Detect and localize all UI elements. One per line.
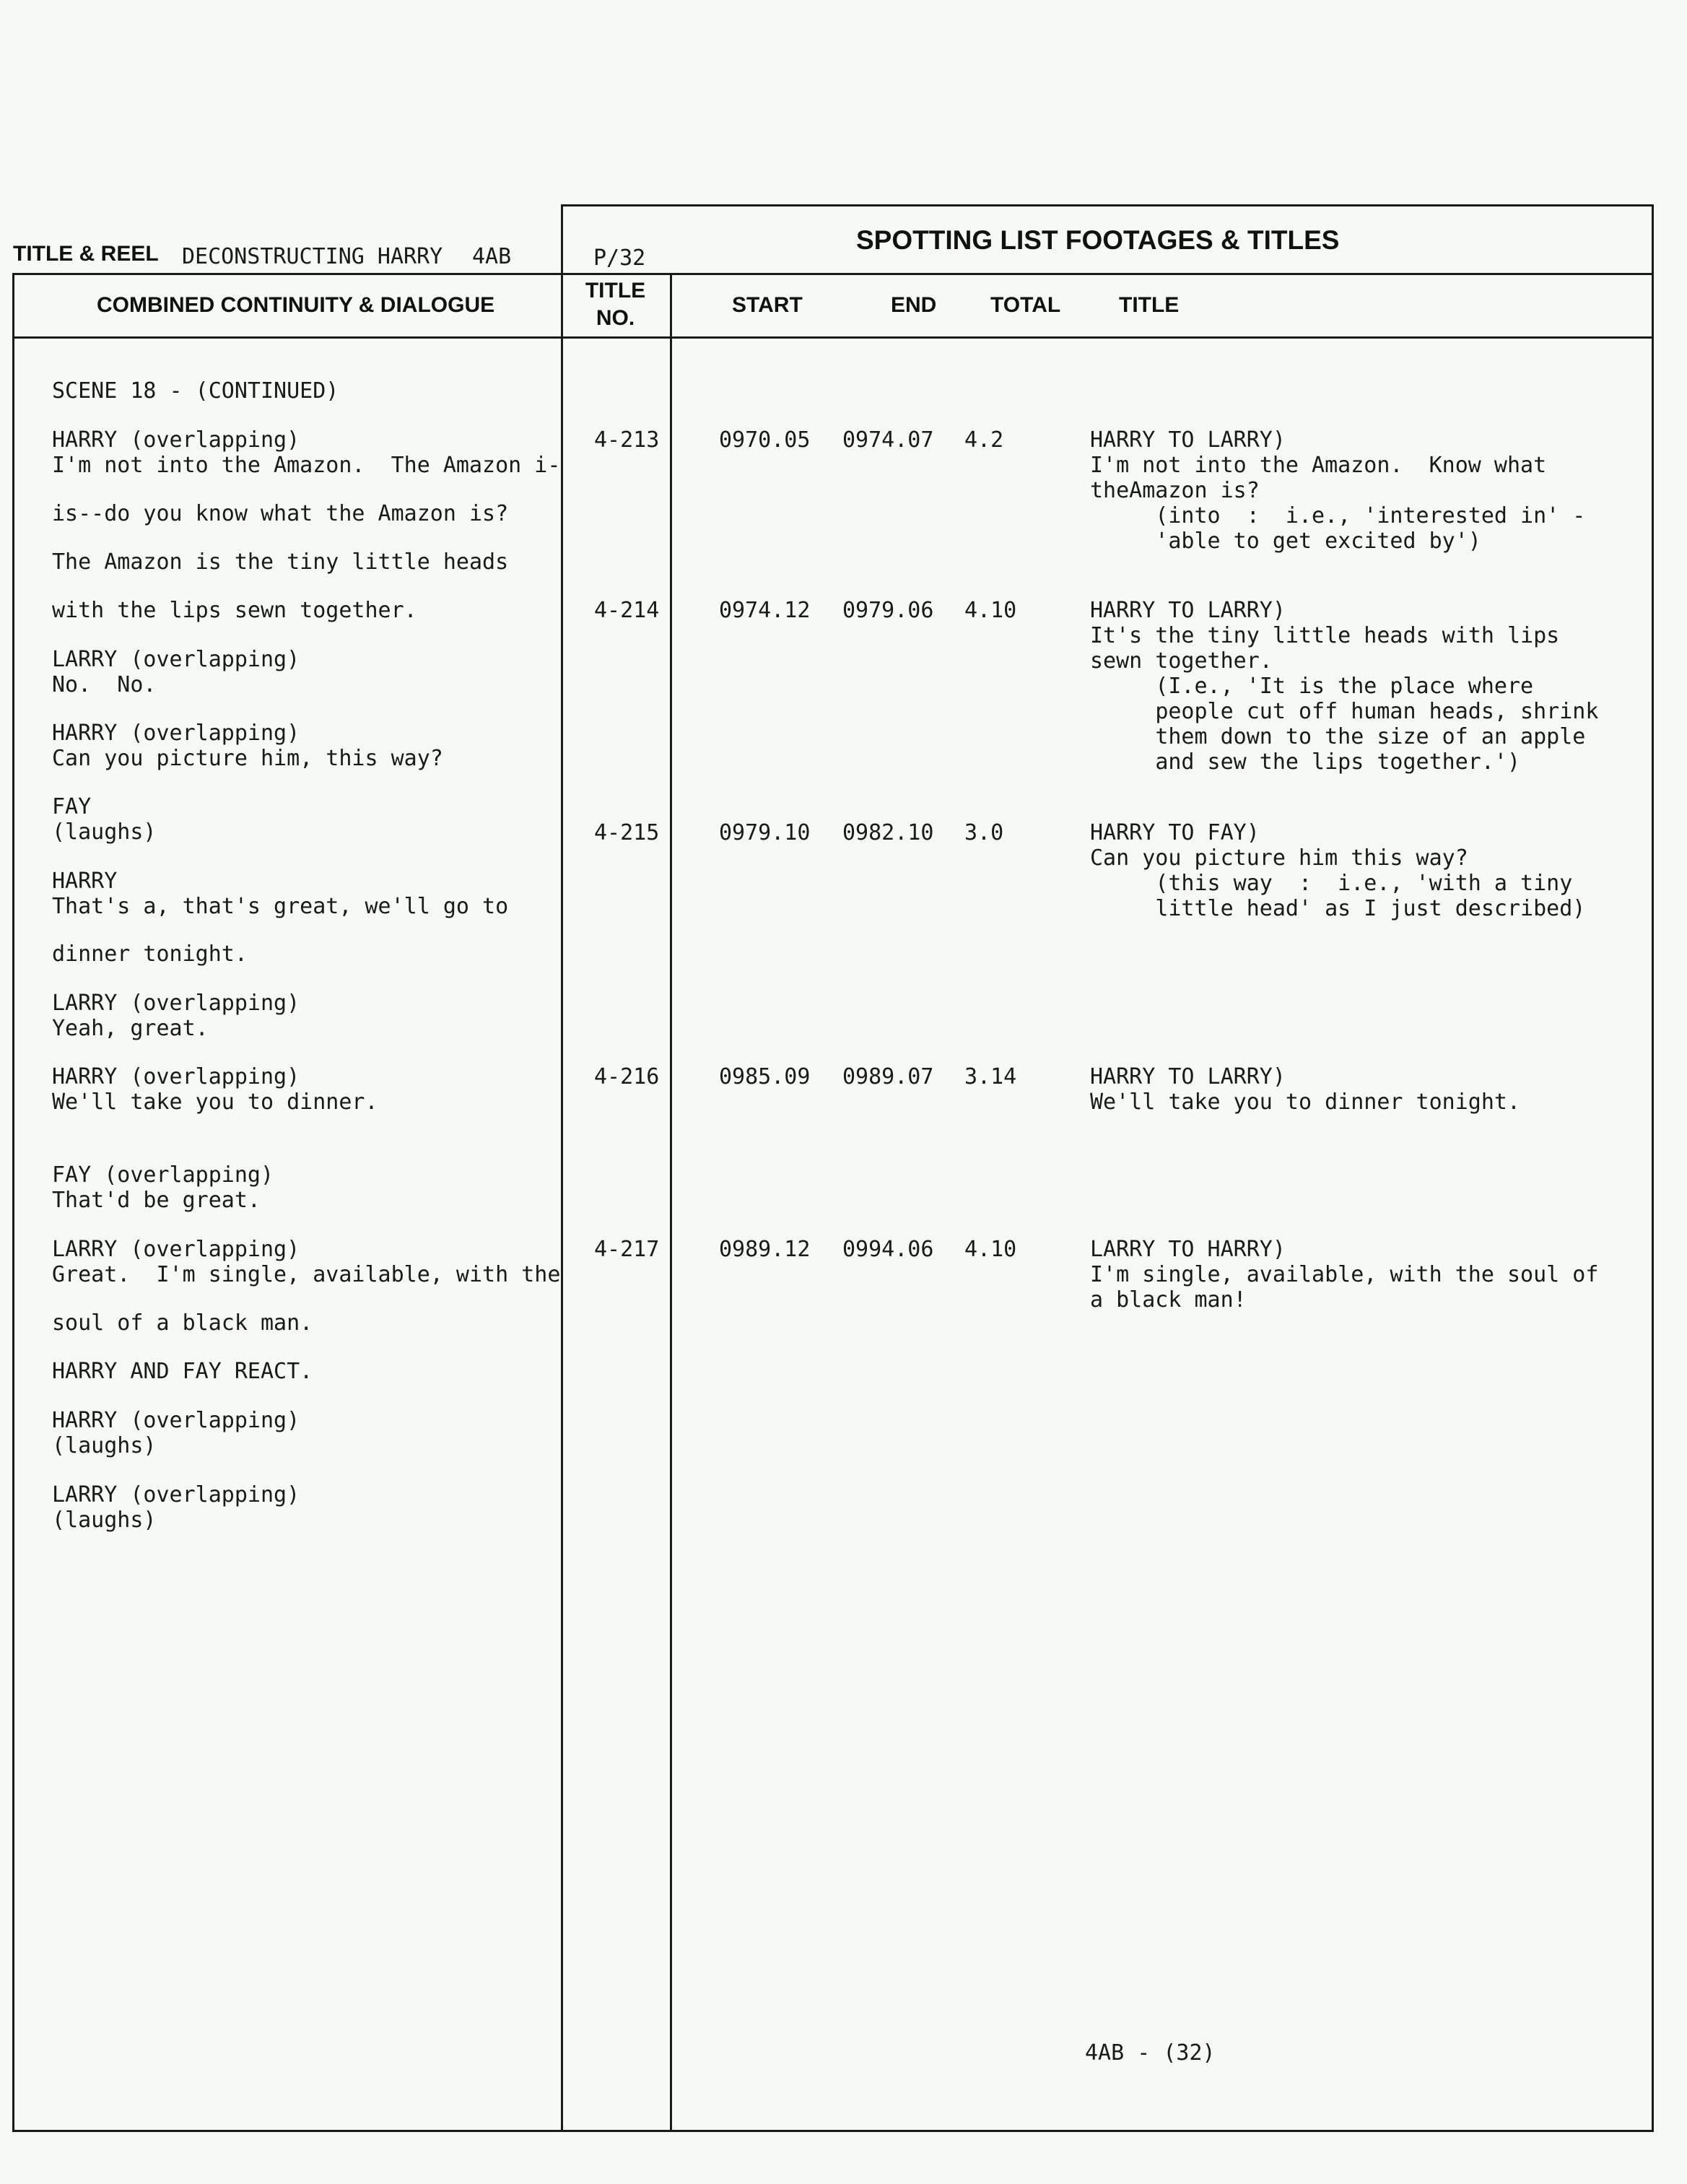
subtitle-text: HARRY TO LARRY) I'm not into the Amazon. Know what theAmazon is? (into : i.e., 'interested in' - 'able to get excited by') — [1090, 427, 1586, 554]
total-footage: 4.10 — [964, 1237, 1017, 1262]
reel-id: 4AB — [472, 244, 512, 269]
title-number: 4-217 — [594, 1237, 660, 1262]
title-column-header: TITLE — [1119, 293, 1180, 317]
frame-col-divider-2 — [670, 273, 672, 2132]
continuity-line: FAY (overlapping) That'd be great. — [52, 1162, 274, 1213]
continuity-line: HARRY (overlapping) Can you picture him, this way? — [52, 721, 443, 771]
continuity-line: SCENE 18 - (CONTINUED) — [52, 378, 339, 404]
title-number: 4-213 — [594, 427, 660, 453]
end-column-header: END — [891, 293, 937, 317]
continuity-line: The Amazon is the tiny little heads — [52, 549, 509, 575]
end-footage: 0979.06 — [842, 598, 934, 623]
continuity-line: HARRY (overlapping) We'll take you to dinner. — [52, 1064, 378, 1115]
total-footage: 3.0 — [964, 820, 1004, 845]
total-footage: 3.14 — [964, 1064, 1017, 1089]
subtitle-text: HARRY TO FAY) Can you picture him this way? (this way : i.e., 'with a tiny little head' as I just described) — [1090, 820, 1586, 921]
start-footage: 0985.09 — [719, 1064, 811, 1089]
total-footage: 4.2 — [964, 427, 1004, 453]
title-no-header — [570, 277, 661, 332]
end-footage: 0989.07 — [842, 1064, 934, 1089]
continuity-line: dinner tonight. — [52, 941, 248, 967]
continuity-line: soul of a black man. — [52, 1310, 313, 1336]
start-column-header: START — [732, 293, 803, 317]
continuity-line: LARRY (overlapping) Yeah, great. — [52, 991, 300, 1041]
continuity-line: LARRY (overlapping) No. No. — [52, 647, 300, 697]
continuity-line: HARRY That's a, that's great, we'll go to — [52, 869, 509, 919]
continuity-line: FAY (laughs) — [52, 794, 157, 845]
start-footage: 0974.12 — [719, 598, 811, 623]
title-number: 4-216 — [594, 1064, 660, 1089]
film-title: DECONSTRUCTING HARRY — [182, 244, 443, 269]
continuity-line: HARRY AND FAY REACT. — [52, 1359, 313, 1384]
subtitle-text: HARRY TO LARRY) We'll take you to dinner tonight. — [1090, 1064, 1521, 1115]
continuity-column-header: COMBINED CONTINUITY & DIALOGUE — [97, 293, 495, 317]
end-footage: 0994.06 — [842, 1237, 934, 1262]
continuity-line: HARRY (overlapping) I'm not into the Amazon. The Amazon i- — [52, 427, 561, 478]
subtitle-text: LARRY TO HARRY) I'm single, available, with the soul of a black man! — [1090, 1237, 1599, 1313]
start-footage: 0989.12 — [719, 1237, 811, 1262]
footer-page-ref: 4AB - (32) — [1085, 2040, 1216, 2066]
end-footage: 0974.07 — [842, 427, 934, 453]
total-footage: 4.10 — [964, 598, 1017, 623]
frame-right — [1652, 204, 1654, 2132]
frame-bottom — [12, 2130, 1653, 2132]
title-number: 4-215 — [594, 820, 660, 845]
end-footage: 0982.10 — [842, 820, 934, 845]
subtitle-text: HARRY TO LARRY) It's the tiny little heads with lips sewn together. (I.e., 'It is the place where people cut off human heads, shrink them down to the size of an apple and sew the lips together.') — [1090, 598, 1599, 775]
frame-left — [12, 273, 14, 2132]
continuity-line: HARRY (overlapping) (laughs) — [52, 1408, 300, 1458]
continuity-line: is--do you know what the Amazon is? — [52, 501, 509, 526]
continuity-line: LARRY (overlapping) (laughs) — [52, 1482, 300, 1533]
continuity-line: LARRY (overlapping) Great. I'm single, available, with the — [52, 1237, 561, 1287]
title-reel-label: TITLE & REEL — [13, 242, 159, 266]
continuity-line: with the lips sewn together. — [52, 598, 417, 623]
page-number: P/32 — [593, 245, 646, 271]
title-number: 4-214 — [594, 598, 660, 623]
frame-colheader-divider — [12, 336, 1653, 339]
frame-header-divider — [12, 273, 1653, 275]
start-footage: 0979.10 — [719, 820, 811, 845]
title-no-header-line1: TITLE — [585, 279, 646, 303]
total-column-header: TOTAL — [990, 293, 1061, 317]
frame-col-divider-1 — [561, 204, 563, 2132]
start-footage: 0970.05 — [719, 427, 811, 453]
spotting-list-heading: SPOTTING LIST FOOTAGES & TITLES — [856, 225, 1340, 255]
title-no-header-line2: NO. — [596, 306, 635, 330]
frame-top-right — [561, 204, 1653, 206]
